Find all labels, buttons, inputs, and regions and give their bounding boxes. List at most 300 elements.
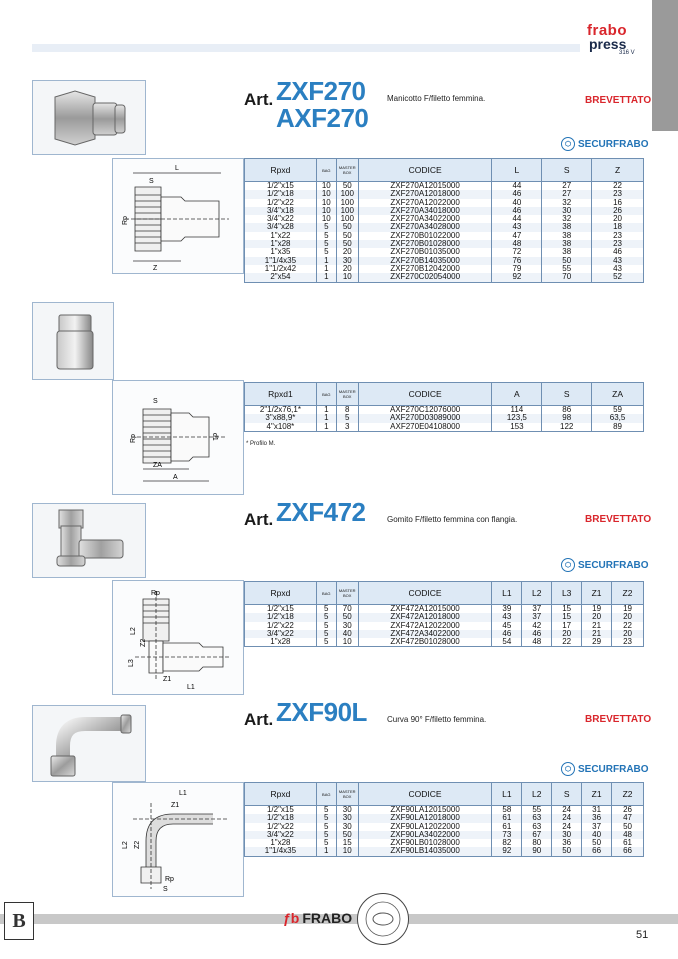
table-cell: 16 bbox=[592, 199, 644, 207]
dim-label-S: S bbox=[153, 398, 158, 405]
table-cell: ZXF90LA12015000 bbox=[358, 806, 492, 815]
brevettato-badge: BREVETTATO bbox=[585, 514, 652, 525]
technical-drawing-zxf270 bbox=[112, 158, 244, 274]
spec-table-zxf90l bbox=[244, 782, 644, 857]
spec-table-zxf270 bbox=[244, 158, 644, 283]
table-cell: 22 bbox=[592, 182, 644, 191]
table-cell: ZXF270B01035000 bbox=[358, 248, 492, 256]
table-cell: 44 bbox=[492, 182, 542, 191]
table-cell: 40 bbox=[582, 831, 612, 839]
table-cell: 31 bbox=[582, 806, 612, 815]
table-cell: 67 bbox=[522, 831, 552, 839]
dim-label-L2: L2 bbox=[130, 627, 137, 635]
column-header: Z2 bbox=[612, 783, 644, 806]
table-cell: ZXF90LA12022000 bbox=[358, 823, 492, 831]
table-cell: 27 bbox=[542, 190, 592, 198]
securfrabo-label: SECURFRABO bbox=[578, 763, 649, 775]
table-cell: 36 bbox=[582, 814, 612, 822]
table-cell: 30 bbox=[552, 831, 582, 839]
table-cell: 40 bbox=[336, 630, 358, 638]
table-cell: 43 bbox=[592, 265, 644, 273]
table-cell: 92 bbox=[492, 847, 522, 856]
product-photo-zxf270 bbox=[32, 80, 146, 155]
product-photo-zxf472 bbox=[32, 503, 146, 578]
column-header: L2 bbox=[522, 582, 552, 605]
column-header: Z2 bbox=[612, 582, 644, 605]
frabo-mark-icon: ƒb bbox=[283, 910, 300, 926]
dim-label-L3: L3 bbox=[128, 659, 135, 667]
table-cell: ZXF472A34022000 bbox=[358, 630, 492, 638]
table-cell: ZXF270A34028000 bbox=[358, 223, 492, 231]
table-cell: 46 bbox=[492, 190, 542, 198]
table-cell: 66 bbox=[612, 847, 644, 856]
table-cell: 100 bbox=[336, 215, 358, 223]
table-cell: 61 bbox=[492, 814, 522, 822]
page-number: 51 bbox=[636, 929, 649, 941]
securfrabo-badge bbox=[561, 137, 649, 151]
table-cell: 5 bbox=[316, 814, 336, 822]
table-cell: 1"x28 bbox=[245, 638, 317, 647]
table-cell: 48 bbox=[492, 240, 542, 248]
table-cell: 20 bbox=[612, 613, 644, 621]
table-cell: ZXF270B14035000 bbox=[358, 257, 492, 265]
table-cell: 55 bbox=[542, 265, 592, 273]
table-cell: 98 bbox=[542, 414, 592, 422]
table-cell: ZXF472A12022000 bbox=[358, 622, 492, 630]
table-cell: AXF270C12076000 bbox=[358, 406, 492, 415]
table-row bbox=[245, 847, 644, 856]
table-cell: ZXF270B12042000 bbox=[358, 265, 492, 273]
dim-label-Rp: Rp bbox=[122, 216, 129, 225]
column-header: MASTER BOX bbox=[336, 383, 358, 406]
table-cell: 5 bbox=[316, 638, 336, 647]
article-description: Manicotto F/filetto femmina. bbox=[387, 94, 486, 103]
table-cell: ZXF90LA12018000 bbox=[358, 814, 492, 822]
table-cell: 50 bbox=[336, 223, 358, 231]
table-cell: 1 bbox=[316, 414, 336, 422]
spec-table-zxf472 bbox=[244, 581, 644, 647]
table-cell: 20 bbox=[336, 265, 358, 273]
table-cell: ZXF270B01022000 bbox=[358, 232, 492, 240]
column-header: A bbox=[492, 383, 542, 406]
securfrabo-label: SECURFRABO bbox=[578, 138, 649, 150]
table-cell: 10 bbox=[316, 215, 336, 223]
table-cell: 1"1/4x35 bbox=[245, 257, 317, 265]
shield-icon: ⬡ bbox=[561, 762, 575, 776]
table-cell: 90 bbox=[522, 847, 552, 856]
article-code-axf270: AXF270 bbox=[276, 103, 369, 133]
column-header: Rpxd bbox=[245, 582, 317, 605]
table-cell: 46 bbox=[492, 630, 522, 638]
table-cell: 30 bbox=[336, 806, 358, 815]
table-cell: AXF270E04108000 bbox=[358, 423, 492, 432]
table-cell: 54 bbox=[492, 638, 522, 647]
column-header: L bbox=[492, 159, 542, 182]
side-tab bbox=[652, 0, 678, 131]
column-header: Rpxd bbox=[245, 783, 317, 806]
table-cell: 63 bbox=[522, 814, 552, 822]
dim-label-Z1: Z1 bbox=[163, 676, 172, 683]
table-cell: 1/2"x22 bbox=[245, 823, 317, 831]
table-cell: 17 bbox=[552, 622, 582, 630]
table-cell: 36 bbox=[552, 839, 582, 847]
table-cell: 50 bbox=[612, 823, 644, 831]
table-cell: 43 bbox=[592, 257, 644, 265]
table-row bbox=[245, 273, 644, 282]
table-cell: 18 bbox=[592, 223, 644, 231]
column-header: Rpxd bbox=[245, 159, 317, 182]
table-cell: 70 bbox=[336, 605, 358, 614]
table-cell: 66 bbox=[582, 847, 612, 856]
article-description: Gomito F/filetto femmina con flangia. bbox=[387, 515, 518, 524]
table-cell: ZXF270A34018000 bbox=[358, 207, 492, 215]
table-cell: 47 bbox=[492, 232, 542, 240]
table-cell: 122 bbox=[542, 423, 592, 432]
article-description: Curva 90° F/filetto femmina. bbox=[387, 715, 487, 724]
brand-logo-press: press bbox=[589, 36, 627, 52]
table-cell: 5 bbox=[316, 232, 336, 240]
column-header: Z bbox=[592, 159, 644, 182]
table-cell: 26 bbox=[612, 806, 644, 815]
table-cell: 63,5 bbox=[592, 414, 644, 422]
table-cell: 1/2"x22 bbox=[245, 622, 317, 630]
table-cell: 5 bbox=[336, 414, 358, 422]
table-cell: 50 bbox=[542, 257, 592, 265]
table-cell: 30 bbox=[336, 257, 358, 265]
table-cell: 19 bbox=[582, 605, 612, 614]
table-cell: 5 bbox=[316, 605, 336, 614]
table-cell: 3 bbox=[336, 423, 358, 432]
table-cell: 114 bbox=[492, 406, 542, 415]
table-cell: 61 bbox=[492, 823, 522, 831]
column-header: L1 bbox=[492, 783, 522, 806]
table-cell: 3/4"x22 bbox=[245, 831, 317, 839]
table-cell: 10 bbox=[336, 847, 358, 856]
column-header: BAG bbox=[316, 159, 336, 182]
table-cell: 38 bbox=[542, 248, 592, 256]
table-cell: 1/2"x18 bbox=[245, 613, 317, 621]
table-cell: 30 bbox=[542, 207, 592, 215]
column-header: BAG bbox=[316, 783, 336, 806]
table-cell: 1"x28 bbox=[245, 839, 317, 847]
technical-drawing-axf270 bbox=[112, 380, 244, 495]
table-cell: 10 bbox=[316, 199, 336, 207]
table-cell: 29 bbox=[582, 638, 612, 647]
dim-label-L1: L1 bbox=[187, 684, 195, 691]
table-cell: 50 bbox=[336, 240, 358, 248]
table-cell: 1/2"x15 bbox=[245, 605, 317, 614]
column-header: MASTER BOX bbox=[336, 582, 358, 605]
table-cell: 1 bbox=[316, 273, 336, 282]
table-cell: 21 bbox=[582, 630, 612, 638]
certification-seal bbox=[357, 893, 409, 945]
table-cell: 1"1/2x42 bbox=[245, 265, 317, 273]
column-header: S bbox=[542, 383, 592, 406]
dim-label-Z2: Z2 bbox=[134, 840, 141, 849]
column-header: CODICE bbox=[358, 383, 492, 406]
column-header: ZA bbox=[592, 383, 644, 406]
dim-label-Z2: Z2 bbox=[140, 638, 147, 647]
table-cell: 3/4"x22 bbox=[245, 630, 317, 638]
dim-label-A: A bbox=[173, 474, 178, 481]
table-cell: 22 bbox=[612, 622, 644, 630]
table-cell: 1 bbox=[316, 257, 336, 265]
table-cell: 38 bbox=[542, 232, 592, 240]
product-photo-zxf90l bbox=[32, 705, 146, 782]
table-cell: 20 bbox=[582, 613, 612, 621]
table-cell: 23 bbox=[592, 232, 644, 240]
group-logo: B bbox=[4, 902, 34, 940]
table-cell: 1"1/4x35 bbox=[245, 847, 317, 856]
technical-drawing-zxf90l bbox=[112, 782, 244, 897]
column-header: L1 bbox=[492, 582, 522, 605]
table-cell: ZXF270A12018000 bbox=[358, 190, 492, 198]
table-cell: 73 bbox=[492, 831, 522, 839]
table-cell: 23 bbox=[612, 638, 644, 647]
table-cell: 10 bbox=[336, 638, 358, 647]
article-label: Art. bbox=[244, 710, 274, 729]
shield-icon: ⬡ bbox=[561, 137, 575, 151]
dim-label-L2: L2 bbox=[122, 841, 129, 849]
table-cell: 3/4"x22 bbox=[245, 215, 317, 223]
column-header: BAG bbox=[316, 582, 336, 605]
table-cell: 32 bbox=[542, 199, 592, 207]
table-cell: 20 bbox=[612, 630, 644, 638]
table-cell: 38 bbox=[542, 223, 592, 231]
table-cell: 30 bbox=[336, 622, 358, 630]
table-cell: 50 bbox=[336, 182, 358, 191]
table-cell: 5 bbox=[316, 630, 336, 638]
table-cell: 8 bbox=[336, 406, 358, 415]
table-cell: 100 bbox=[336, 207, 358, 215]
table-cell: 15 bbox=[336, 839, 358, 847]
table-cell: 43 bbox=[492, 223, 542, 231]
table-cell: 2"x54 bbox=[245, 273, 317, 282]
table-cell: ZXF90LB14035000 bbox=[358, 847, 492, 856]
table-cell: 5 bbox=[316, 823, 336, 831]
column-header: Z1 bbox=[582, 783, 612, 806]
table-cell: 89 bbox=[592, 423, 644, 432]
table-cell: 50 bbox=[336, 831, 358, 839]
table-cell: 30 bbox=[336, 814, 358, 822]
table-cell: 47 bbox=[612, 814, 644, 822]
table-cell: 5 bbox=[316, 806, 336, 815]
table-cell: 26 bbox=[592, 207, 644, 215]
dim-label-L1: L1 bbox=[179, 790, 187, 797]
table-cell: ZXF270A12022000 bbox=[358, 199, 492, 207]
dim-label-ZA: ZA bbox=[153, 462, 162, 469]
brand-logo-frabo: frabo bbox=[587, 22, 627, 39]
brevettato-badge: BREVETTATO bbox=[585, 95, 652, 106]
dim-label-S: S bbox=[163, 886, 168, 893]
table-cell: 5 bbox=[316, 831, 336, 839]
table-cell: 3/4"x18 bbox=[245, 207, 317, 215]
table-cell: 1/2"x15 bbox=[245, 182, 317, 191]
column-header: CODICE bbox=[358, 159, 492, 182]
securfrabo-badge bbox=[561, 558, 649, 572]
table-cell: 4"x108* bbox=[245, 423, 317, 432]
table-cell: 5 bbox=[316, 613, 336, 621]
column-header: CODICE bbox=[358, 582, 492, 605]
table-cell: ZXF90LA34022000 bbox=[358, 831, 492, 839]
table-cell: 10 bbox=[316, 182, 336, 191]
table-cell: 5 bbox=[316, 223, 336, 231]
securfrabo-label: SECURFRABO bbox=[578, 559, 649, 571]
column-header: S bbox=[552, 783, 582, 806]
table-cell: 2"1/2x76,1* bbox=[245, 406, 317, 415]
table-cell: 123,5 bbox=[492, 414, 542, 422]
table-cell: 70 bbox=[542, 273, 592, 282]
table-cell: 82 bbox=[492, 839, 522, 847]
header-rule bbox=[32, 44, 580, 52]
column-header: MASTER BOX bbox=[336, 159, 358, 182]
table-cell: 55 bbox=[522, 806, 552, 815]
table-cell: 1 bbox=[316, 265, 336, 273]
column-header: L2 bbox=[522, 783, 552, 806]
article-code-zxf270: ZXF270 bbox=[276, 76, 366, 106]
article-code-zxf472: ZXF472 bbox=[276, 497, 366, 527]
article-label: Art. bbox=[244, 510, 274, 529]
table-cell: 50 bbox=[336, 613, 358, 621]
table-cell: 50 bbox=[336, 232, 358, 240]
brevettato-badge: BREVETTATO bbox=[585, 714, 652, 725]
table-cell: 30 bbox=[336, 823, 358, 831]
dim-label-Rp: Rp bbox=[165, 876, 174, 883]
table-cell: 44 bbox=[492, 215, 542, 223]
table-cell: 15 bbox=[552, 613, 582, 621]
spec-table-axf270 bbox=[244, 382, 644, 432]
column-header: Rpxd1 bbox=[245, 383, 317, 406]
shield-icon: ⬡ bbox=[561, 558, 575, 572]
table-cell: 80 bbox=[522, 839, 552, 847]
table-cell: 50 bbox=[582, 839, 612, 847]
dim-label-Z: Z bbox=[153, 265, 158, 272]
table-cell: 20 bbox=[336, 248, 358, 256]
table-cell: ZXF472B01028000 bbox=[358, 638, 492, 647]
table-cell: 10 bbox=[316, 207, 336, 215]
table-cell: 58 bbox=[492, 806, 522, 815]
table-cell: 46 bbox=[592, 248, 644, 256]
article-label: Art. bbox=[244, 90, 274, 109]
table-cell: 1/2"x15 bbox=[245, 806, 317, 815]
table-cell: ZXF90LB01028000 bbox=[358, 839, 492, 847]
table-cell: 92 bbox=[492, 273, 542, 282]
table-cell: 59 bbox=[592, 406, 644, 415]
column-header: MASTER BOX bbox=[336, 783, 358, 806]
table-cell: 43 bbox=[492, 613, 522, 621]
brand-logo-sub: 316 V bbox=[619, 50, 635, 56]
table-cell: 24 bbox=[552, 823, 582, 831]
table-row bbox=[245, 638, 644, 647]
column-header: CODICE bbox=[358, 783, 492, 806]
table-footnote: * Profilo M. bbox=[246, 441, 276, 447]
table-cell: 20 bbox=[592, 215, 644, 223]
column-header: S bbox=[542, 159, 592, 182]
table-cell: 1 bbox=[316, 406, 336, 415]
table-cell: 10 bbox=[316, 190, 336, 198]
table-cell: 1 bbox=[316, 423, 336, 432]
column-header: BAG bbox=[316, 383, 336, 406]
table-cell: 5 bbox=[316, 240, 336, 248]
table-cell: 32 bbox=[542, 215, 592, 223]
table-cell: 42 bbox=[522, 622, 552, 630]
table-cell: 5 bbox=[316, 622, 336, 630]
article-code-zxf90l: ZXF90L bbox=[276, 697, 367, 727]
technical-drawing-zxf472 bbox=[112, 580, 244, 695]
table-cell: 37 bbox=[522, 605, 552, 614]
table-cell: 21 bbox=[582, 622, 612, 630]
table-cell: 38 bbox=[542, 240, 592, 248]
table-cell: 5 bbox=[316, 248, 336, 256]
dim-label-d1: d1 bbox=[211, 433, 218, 441]
table-cell: 23 bbox=[592, 190, 644, 198]
table-cell: 1 bbox=[316, 847, 336, 856]
table-row bbox=[245, 423, 644, 432]
table-cell: ZXF472A12015000 bbox=[358, 605, 492, 614]
footer-brand bbox=[283, 910, 352, 926]
table-cell: 1"x35 bbox=[245, 248, 317, 256]
table-cell: 23 bbox=[592, 240, 644, 248]
table-cell: 22 bbox=[552, 638, 582, 647]
table-cell: 100 bbox=[336, 190, 358, 198]
table-cell: 15 bbox=[552, 605, 582, 614]
table-cell: 3/4"x28 bbox=[245, 223, 317, 231]
table-cell: 100 bbox=[336, 199, 358, 207]
dim-label-S: S bbox=[149, 178, 154, 185]
table-cell: 27 bbox=[542, 182, 592, 191]
table-cell: 1/2"x18 bbox=[245, 190, 317, 198]
column-header: Z1 bbox=[582, 582, 612, 605]
table-cell: 46 bbox=[492, 207, 542, 215]
table-cell: 19 bbox=[612, 605, 644, 614]
table-cell: 1"x22 bbox=[245, 232, 317, 240]
table-cell: 40 bbox=[492, 199, 542, 207]
footer-brand-label: FRABO bbox=[302, 910, 353, 926]
table-cell: 52 bbox=[592, 273, 644, 282]
table-cell: 76 bbox=[492, 257, 542, 265]
table-cell: 20 bbox=[552, 630, 582, 638]
table-cell: 1"x28 bbox=[245, 240, 317, 248]
column-header: L3 bbox=[552, 582, 582, 605]
dim-label-Z1: Z1 bbox=[171, 802, 180, 809]
table-cell: 5 bbox=[316, 839, 336, 847]
securfrabo-badge bbox=[561, 762, 649, 776]
table-cell: 37 bbox=[522, 613, 552, 621]
product-photo-axf270 bbox=[32, 302, 114, 380]
table-cell: 3"x88,9* bbox=[245, 414, 317, 422]
table-cell: 48 bbox=[522, 638, 552, 647]
table-cell: 61 bbox=[612, 839, 644, 847]
dim-label-Rp: Rp bbox=[130, 434, 137, 443]
table-cell: 50 bbox=[552, 847, 582, 856]
table-cell: 24 bbox=[552, 814, 582, 822]
table-cell: 153 bbox=[492, 423, 542, 432]
table-cell: AXF270D03089000 bbox=[358, 414, 492, 422]
table-cell: 10 bbox=[336, 273, 358, 282]
dim-label-L: L bbox=[175, 165, 179, 172]
table-cell: 72 bbox=[492, 248, 542, 256]
table-cell: ZXF270A34022000 bbox=[358, 215, 492, 223]
table-cell: 46 bbox=[522, 630, 552, 638]
table-cell: 48 bbox=[612, 831, 644, 839]
table-cell: 79 bbox=[492, 265, 542, 273]
table-cell: ZXF270A12015000 bbox=[358, 182, 492, 191]
table-cell: ZXF472A12018000 bbox=[358, 613, 492, 621]
table-cell: 24 bbox=[552, 806, 582, 815]
dim-label-Rp: Rp bbox=[151, 590, 160, 597]
table-cell: 39 bbox=[492, 605, 522, 614]
table-cell: ZXF270C02054000 bbox=[358, 273, 492, 282]
